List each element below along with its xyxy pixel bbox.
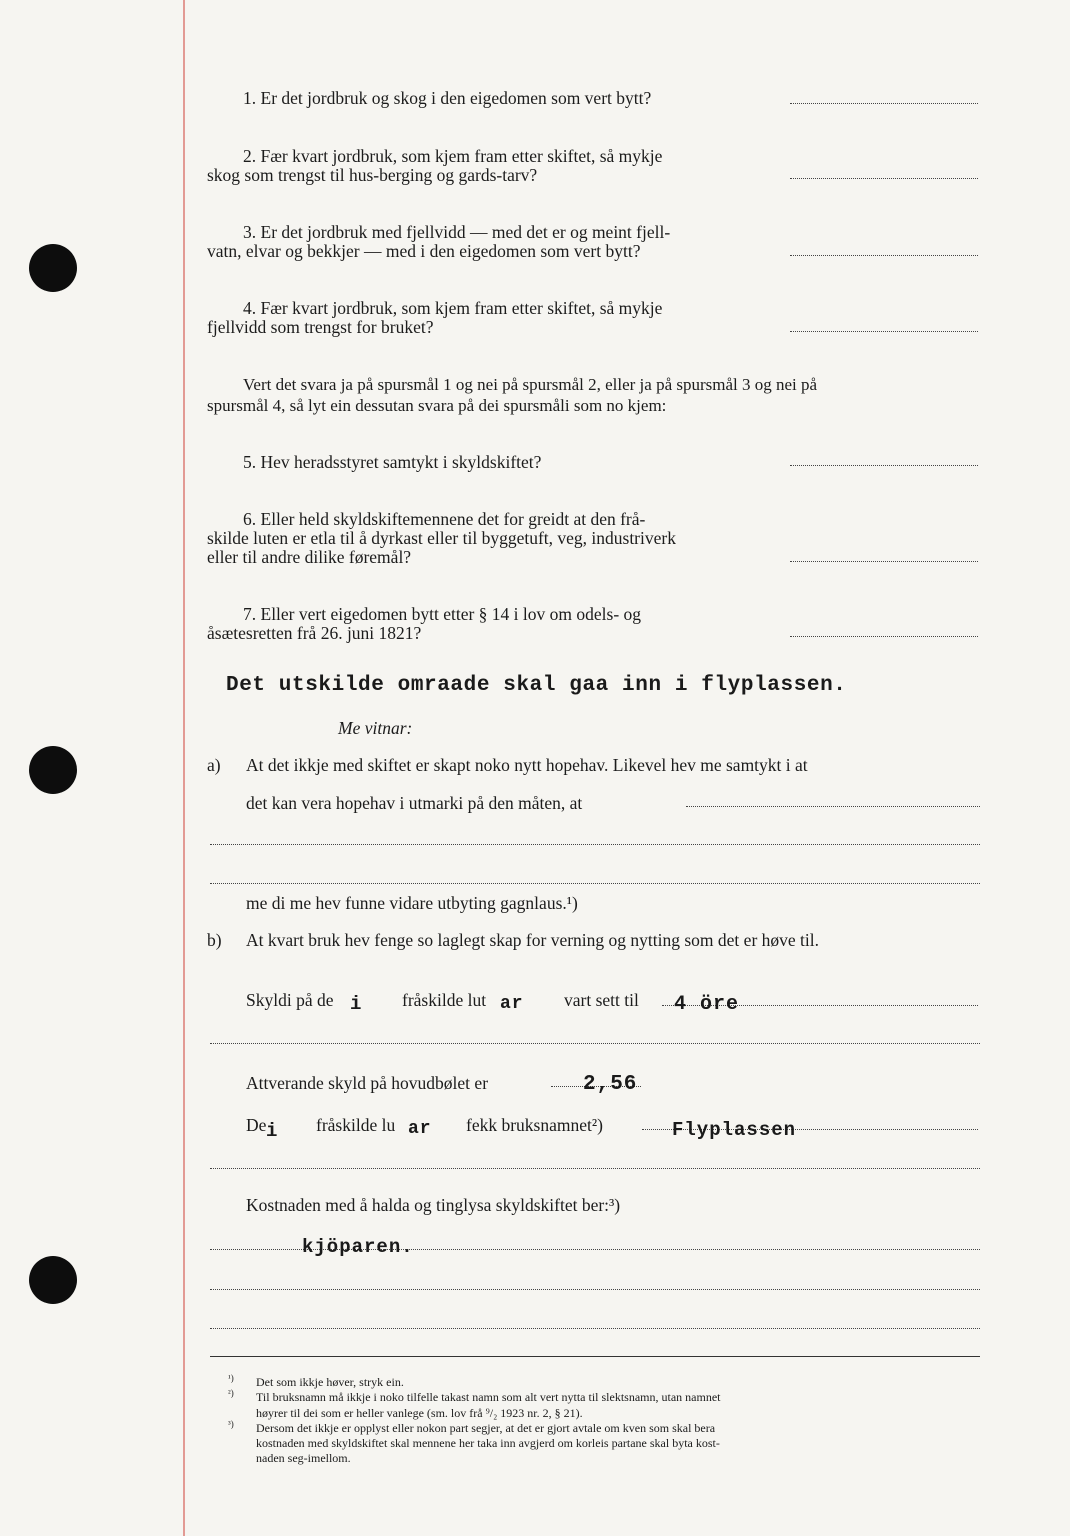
answer-line-3[interactable] — [790, 255, 978, 256]
item-b-line-1: At kvart bruk hev fenge so laglegt skap for verning og nytting som det er høve til. — [246, 930, 819, 950]
item-a-line-2: det kan vera hopehav i utmarki på den måten, at — [246, 793, 583, 813]
question-2-line-1: 2. Fær kvart jordbruk, som kjem fram etter skiftet, så mykje — [243, 146, 663, 166]
bruksnamn-typed-value: Flyplassen — [672, 1119, 797, 1141]
fraskilde-lu-label: fråskilde lu — [316, 1115, 396, 1135]
instruction-line-1: Vert det svara ja på spursmål 1 og nei på spursmål 2, eller ja på spursmål 3 og nei på — [243, 375, 818, 394]
de-label: De — [246, 1115, 267, 1135]
punch-hole-icon — [29, 1256, 77, 1304]
item-a-answer-line[interactable] — [686, 806, 980, 807]
punch-hole-icon — [29, 244, 77, 292]
question-3-line-2: vatn, elvar og bekkjer — med i den eigedomen som vert bytt? — [207, 241, 641, 261]
question-5: 5. Hev heradsstyret samtykt i skyldskiftet? — [243, 452, 542, 472]
answer-line-5[interactable] — [790, 465, 978, 466]
bruks-lut-typed: ar — [408, 1119, 432, 1139]
typed-statement: Det utskilde omraade skal gaa inn i flyplassen. — [226, 674, 847, 697]
answer-line-6[interactable] — [790, 561, 978, 562]
question-1: 1. Er det jordbruk og skog i den eigedomen som vert bytt? — [243, 88, 652, 108]
footnote-1: Det som ikkje høver, stryk ein. — [256, 1375, 404, 1389]
footnote-2-marker: ²) — [228, 1388, 234, 1398]
vart-sett-til-label: vart sett til — [564, 990, 639, 1010]
answer-line-4[interactable] — [790, 331, 978, 332]
item-a-label: a) — [207, 755, 221, 775]
skyld-typed-value: 4 öre — [674, 993, 740, 1016]
attverande-label: Attverande skyld på hovudbølet er — [246, 1073, 489, 1093]
bruks-de-typed: i — [266, 1120, 279, 1142]
footnote-3-line-3: naden seg-imellom. — [256, 1451, 351, 1465]
footnote-3-line-1: Dersom det ikkje er opplyst eller nokon part segjer, at det er gjort avtale om kven som skal bera — [256, 1421, 716, 1435]
footnote-3-marker: ³) — [228, 1419, 234, 1429]
footnote-2-line-1: Til bruksnamn må ikkje i noko tilfelle takast namn som alt vert nytta til slektsnamn, utan namnet — [256, 1390, 721, 1404]
red-margin-line — [183, 0, 185, 1536]
question-7-line-2: åsætesretten frå 26. juni 1821? — [207, 623, 422, 643]
punch-hole-icon — [29, 746, 77, 794]
answer-line-7[interactable] — [790, 636, 978, 637]
me-vitnar-label: Me vitnar: — [338, 718, 413, 738]
instruction-line-2: spursmål 4, så lyt ein dessutan svara på dei spursmåli som no kjem: — [207, 396, 667, 415]
question-3-line-1: 3. Er det jordbruk med fjellvidd — med det er og meint fjell- — [243, 222, 671, 242]
question-2-line-2: skog som trengst til hus-berging og gards-tarv? — [207, 165, 538, 185]
question-6-line-2: skilde luten er etla til å dyrkast eller til byggetuft, veg, industriverk — [207, 528, 676, 548]
question-6-line-3: eller til andre dilike føremål? — [207, 547, 412, 567]
item-a-answer-line-2[interactable] — [210, 844, 980, 845]
kostnad-answer-line-3[interactable] — [210, 1328, 980, 1329]
footnote-1-marker: ¹) — [228, 1373, 234, 1383]
skyldi-lut-typed: ar — [500, 994, 524, 1014]
footnote-separator — [210, 1356, 980, 1357]
skyldi-label: Skyldi på de — [246, 990, 334, 1010]
question-7-line-1: 7. Eller vert eigedomen bytt etter § 14 i lov om odels- og — [243, 604, 642, 624]
item-a-line-3: me di me hev funne vidare utbyting gagnlaus.¹) — [246, 893, 578, 913]
kostnad-answer-line-2[interactable] — [210, 1289, 980, 1290]
hovudbol-typed-value: 2,56 — [583, 1073, 638, 1096]
question-4-line-1: 4. Fær kvart jordbruk, som kjem fram etter skiftet, så mykje — [243, 298, 663, 318]
item-a-answer-line-3[interactable] — [210, 883, 980, 884]
kostnaden-label: Kostnaden med å halda og tinglysa skyldskiftet ber:³) — [246, 1195, 621, 1215]
skyldi-de-typed: i — [350, 993, 363, 1015]
skyld-answer-line-2[interactable] — [210, 1043, 980, 1044]
answer-line-2[interactable] — [790, 178, 978, 179]
bruksnamn-answer-line-2[interactable] — [210, 1168, 980, 1169]
footnote-2-line-2: høyrer til dei som er heller vanlege (sm. lov frå ⁹/₂ 1923 nr. 2, § 21). — [256, 1406, 583, 1420]
answer-line-1[interactable] — [790, 103, 978, 104]
question-6-line-1: 6. Eller held skyldskiftemennene det for greidt at den frå- — [243, 509, 646, 529]
item-b-label: b) — [207, 930, 222, 950]
kostnad-typed-value: kjöparen. — [302, 1236, 414, 1258]
fraskilde-lut-label: fråskilde lut — [402, 990, 487, 1010]
question-4-line-2: fjellvidd som trengst for bruket? — [207, 317, 434, 337]
footnote-3-line-2: kostnaden med skyldskiftet skal mennene her taka inn avgjerd om korleis partane skal byta kost- — [256, 1436, 720, 1450]
bruksnamnet-label: fekk bruksnamnet²) — [466, 1115, 603, 1135]
item-a-line-1: At det ikkje med skiftet er skapt noko nytt hopehav. Likevel hev me samtykt i at — [246, 755, 808, 775]
